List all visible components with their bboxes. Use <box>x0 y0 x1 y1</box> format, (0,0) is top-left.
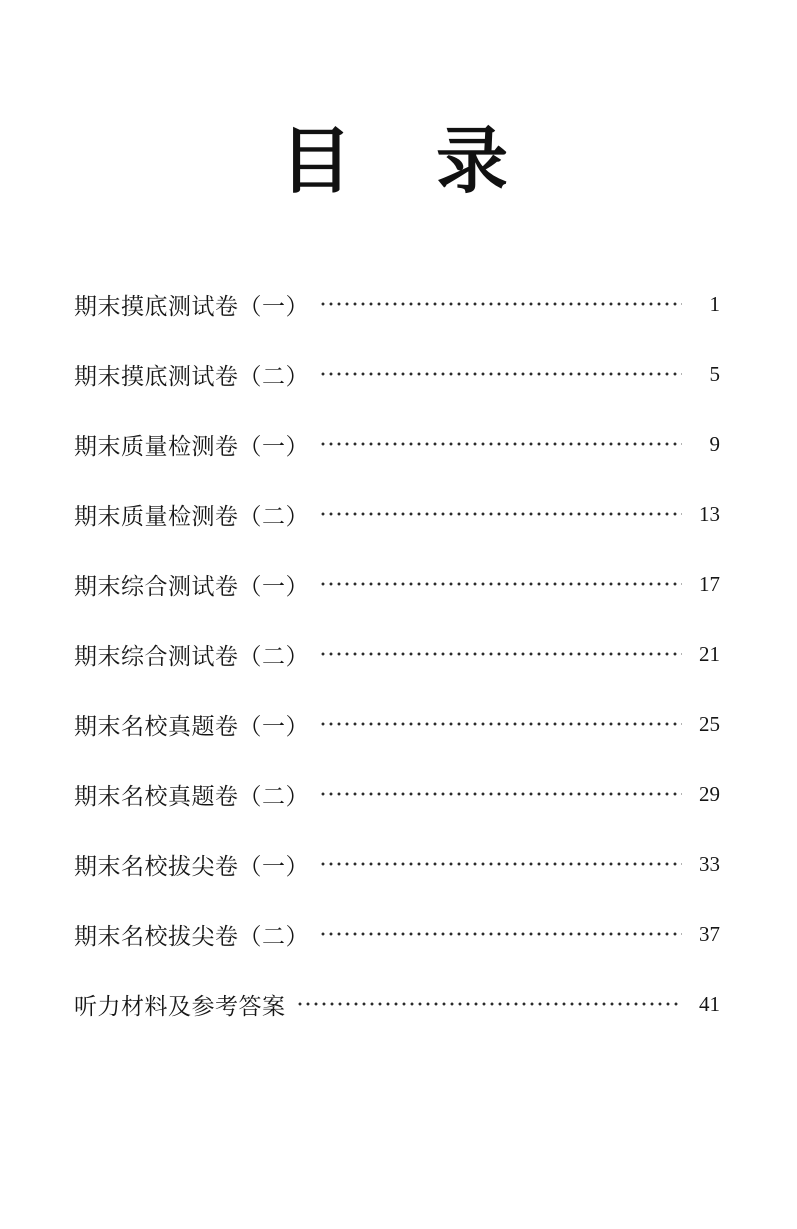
toc-entry <box>74 269 720 339</box>
toc-entry-label: 期末名校真题卷（二） <box>74 783 309 809</box>
dot-leader <box>319 759 682 829</box>
toc-list <box>74 269 720 1039</box>
toc-entry-label: 期末摸底测试卷（一） <box>74 293 309 319</box>
toc-entry-label: 期末摸底测试卷（二） <box>74 363 309 389</box>
toc-entry-label: 期末综合测试卷（二） <box>74 643 309 669</box>
toc-entry-page-number: 33 <box>699 851 720 876</box>
toc-entry-page-number: 21 <box>699 641 720 666</box>
toc-entry-page-number: 17 <box>699 571 720 596</box>
dot-leader <box>319 689 682 759</box>
toc-entry-label: 期末名校拔尖卷（二） <box>74 923 309 949</box>
toc-entry-page-number: 5 <box>709 361 720 386</box>
dot-leader <box>319 339 682 409</box>
dot-leader <box>296 969 683 1039</box>
toc-entry-label: 期末名校真题卷（一） <box>74 713 309 739</box>
toc-entry <box>74 549 720 619</box>
dot-leader <box>319 479 682 549</box>
dot-leader <box>319 269 682 339</box>
toc-entry <box>74 409 720 479</box>
toc-entry-page-number: 1 <box>709 291 720 316</box>
toc-entry <box>74 759 720 829</box>
toc-entry-page-number: 25 <box>699 711 720 736</box>
toc-page <box>0 122 797 1229</box>
toc-entry-label: 期末质量检测卷（二） <box>74 503 309 529</box>
toc-entry-page-number: 29 <box>699 781 720 806</box>
toc-entry-label: 期末综合测试卷（一） <box>74 573 309 599</box>
dot-leader <box>319 619 682 689</box>
dot-leader <box>319 549 682 619</box>
toc-entry <box>74 619 720 689</box>
page-title: 目 录 <box>279 122 514 202</box>
dot-leader <box>319 409 682 479</box>
toc-entry-label: 期末质量检测卷（一） <box>74 433 309 459</box>
toc-entry-page-number: 13 <box>699 501 720 526</box>
toc-entry <box>74 339 720 409</box>
dot-leader <box>319 829 682 899</box>
toc-entry <box>74 829 720 899</box>
dot-leader <box>319 899 682 969</box>
toc-entry <box>74 689 720 759</box>
toc-entry <box>74 899 720 969</box>
toc-entry-label: 听力材料及参考答案 <box>74 993 286 1019</box>
toc-entry <box>74 969 720 1039</box>
toc-entry-label: 期末名校拔尖卷（一） <box>74 853 309 879</box>
toc-entry-page-number: 37 <box>699 921 720 946</box>
toc-entry-page-number: 41 <box>699 991 720 1016</box>
toc-entry-page-number: 9 <box>709 431 720 456</box>
toc-entry <box>74 479 720 549</box>
